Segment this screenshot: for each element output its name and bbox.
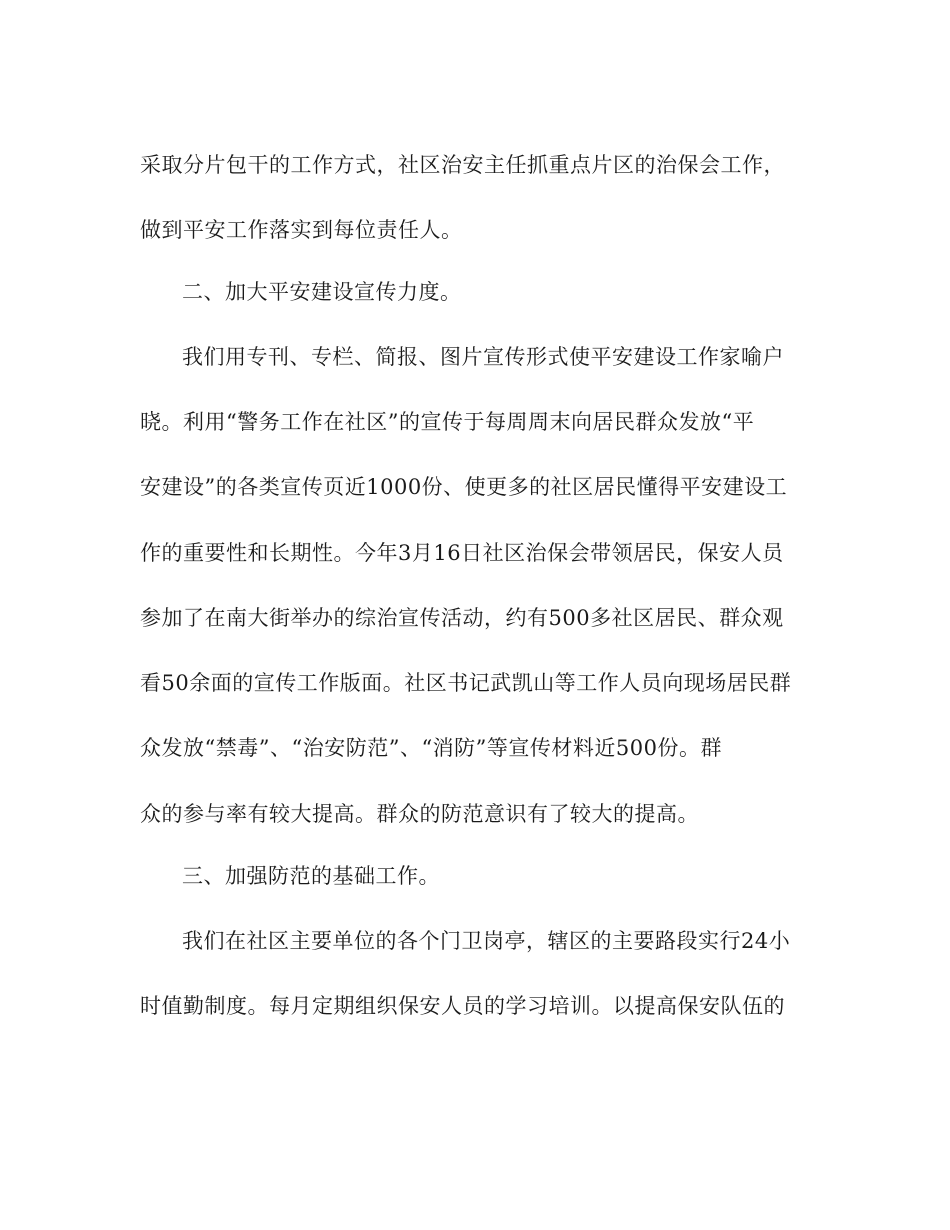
section-heading-2: 二、加大平安建设宣传力度。 [182,280,462,304]
paragraph-line-7: 作的重要性和长期性。今年3月16日社区治保会带领居民，保安人员 [140,541,784,565]
paragraph-line-10: 众发放“禁毒”、“治安防范”、“消防”等宣传材料近500份。群 [140,736,722,760]
section-heading-3: 三、加强防范的基础工作。 [182,864,440,888]
paragraph-line-11: 众的参与率有较大提高。群众的防范意识有了较大的提高。 [140,802,699,826]
paragraph-line-1: 采取分片包干的工作方式，社区治安主任抓重点片区的治保会工作， [140,153,785,177]
paragraph-line-5: 晓。利用“警务工作在社区”的宣传于每周周末向居民群众发放“平 [140,410,755,434]
paragraph-line-9: 看50余面的宣传工作版面。社区书记武凯山等工作人员向现场居民群 [140,671,792,695]
paragraph-line-2: 做到平安工作落实到每位责任人。 [140,218,463,242]
paragraph-line-4: 我们用专刊、专栏、简报、图片宣传形式使平安建设工作家喻户 [182,345,784,369]
paragraph-line-6: 安建设”的各类宣传页近1000份、使更多的社区居民懂得平安建设工 [140,475,788,499]
paragraph-line-13: 我们在社区主要单位的各个门卫岗亭，辖区的主要路段实行24小 [182,929,791,953]
paragraph-line-14: 时值勤制度。每月定期组织保安人员的学习培训。以提高保安队伍的 [140,994,785,1018]
paragraph-line-8: 参加了在南大街举办的综治宣传活动，约有500多社区居民、群众观 [140,606,784,630]
